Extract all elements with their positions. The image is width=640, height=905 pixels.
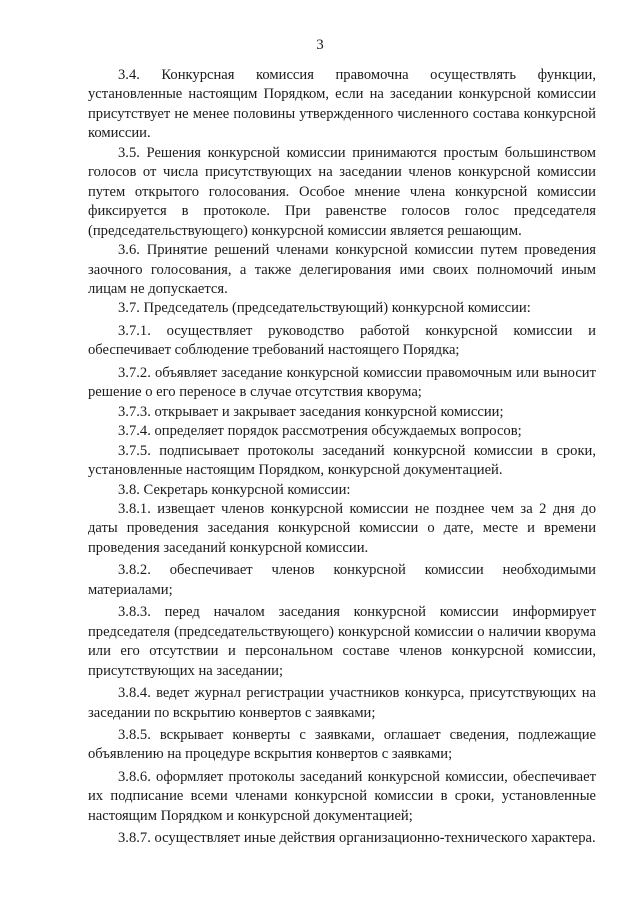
paragraph-3-5: 3.5. Решения конкурсной комиссии принимаются простым большинством голосов от числа присутствующих на заседании членов конкурсной комиссии путем открытого голосования. Особое мнение члена конкурсной комиссии фиксируется в протоколе. При равенстве голосов голос председателя (председательствующего) конкурсной комиссии является решающим. bbox=[88, 144, 596, 239]
paragraph-3-7-1: 3.7.1. осуществляет руководство работой конкурсной комиссии и обеспечивает соблюдение требований настоящего Порядка; bbox=[88, 322, 596, 359]
paragraph-3-7-4: 3.7.4. определяет порядок рассмотрения обсуждаемых вопросов; bbox=[118, 423, 522, 440]
paragraph-3-4: 3.4. Конкурсная комиссия правомочна осуществлять функции, установленные настоящим Порядком, если на заседании конкурсной комиссии присутствует не менее половины утвержденного численного состава конкурсной комиссии. bbox=[88, 67, 596, 142]
paragraph-3-8-6: 3.8.6. оформляет протоколы заседаний конкурсной комиссии, обеспечивает их подписание всеми членами конкурсной комиссии в сроки, установленные настоящим Порядком и конкурсной документацией; bbox=[88, 768, 596, 824]
document-body bbox=[88, 66, 596, 849]
page-number: 3 bbox=[316, 37, 324, 53]
paragraph-3-8-2: 3.8.2. обеспечивает членов конкурсной комиссии необходимыми материалами; bbox=[88, 562, 596, 598]
paragraph-3-8-1: 3.8.1. извещает членов конкурсной комиссии не позднее чем за 2 дня до даты проведения заседания конкурсной комиссии о дате, месте и времени проведения заседаний конкурсной комиссии. bbox=[88, 500, 596, 556]
paragraph-3-8: 3.8. Секретарь конкурсной комиссии: bbox=[118, 481, 351, 498]
paragraph-3-8-7: 3.8.7. осуществляет иные действия организационно-технического характера. bbox=[118, 830, 596, 847]
paragraph-3-8-5: 3.8.5. вскрывает конверты с заявками, оглашает сведения, подлежащие объявлению на процедуре вскрытия конвертов с заявками; bbox=[88, 726, 596, 763]
paragraph-3-8-4: 3.8.4. ведет журнал регистрации участников конкурса, присутствующих на заседании по вскрытию конвертов с заявками; bbox=[88, 685, 596, 721]
paragraph-3-7-2: 3.7.2. объявляет заседание конкурсной комиссии правомочным или выносит решение о его переносе в случае отсутствия кворума; bbox=[88, 364, 596, 401]
paragraph-3-6: 3.6. Принятие решений членами конкурсной комиссии путем проведения заочного голосования, а также делегирования ими своих полномочий иным лицам не допускается. bbox=[88, 242, 596, 297]
paragraph-3-7-3: 3.7.3. открывает и закрывает заседания конкурсной комиссии; bbox=[118, 403, 504, 420]
paragraph-3-8-3: 3.8.3. перед началом заседания конкурсной комиссии информирует председателя (председательствующего) конкурсной комиссии о наличии кворума или его отсутствии и персональном составе членов конкурсной комиссии, присутствующих на заседании; bbox=[88, 604, 596, 679]
paragraph-3-7: 3.7. Председатель (председательствующий) конкурсной комиссии: bbox=[118, 300, 531, 317]
paragraph-3-7-5: 3.7.5. подписывает протоколы заседаний конкурсной комиссии в сроки, установленные настоящим Порядком, конкурсной документацией. bbox=[88, 442, 596, 479]
